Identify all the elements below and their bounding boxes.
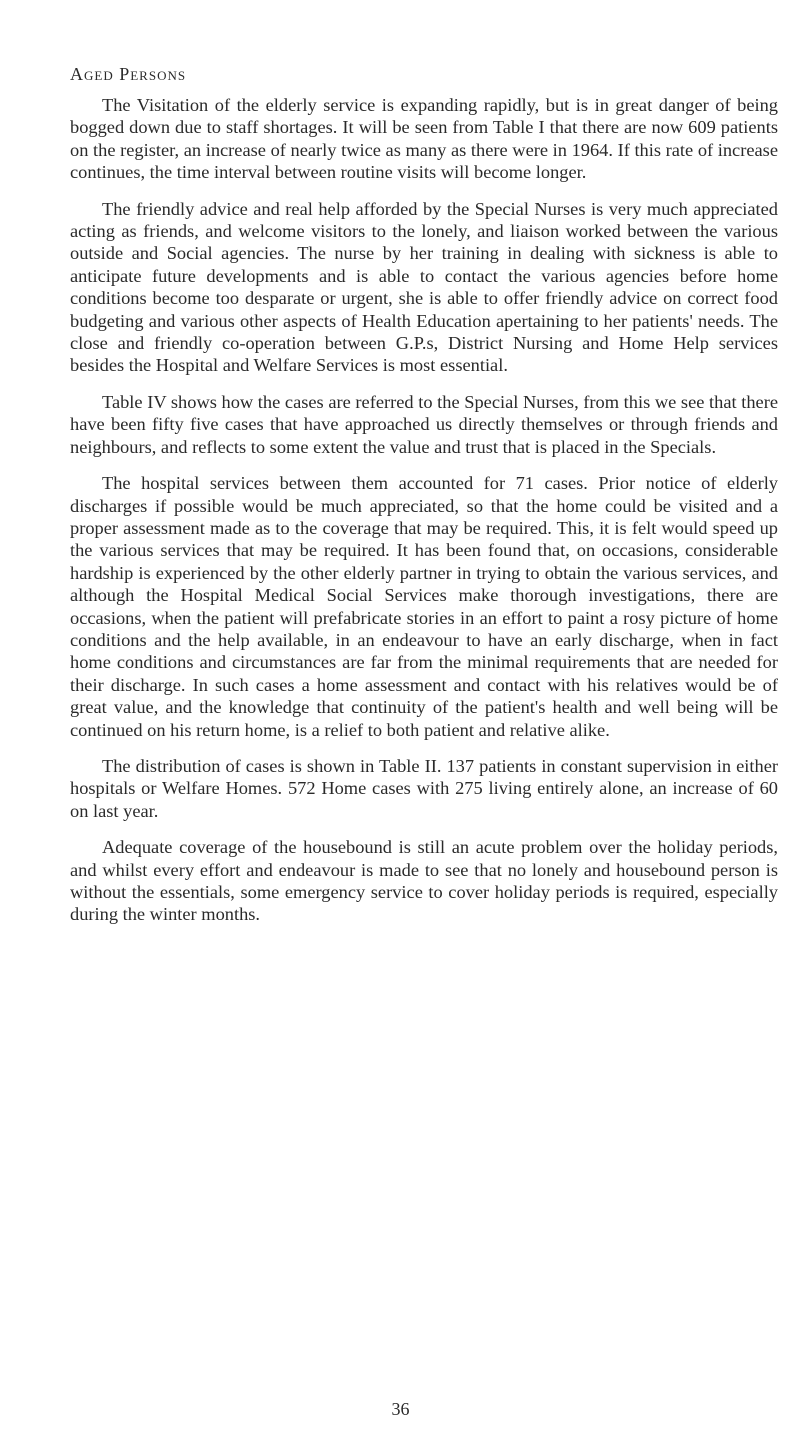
paragraph-housebound: Adequate coverage of the housebound is still an acute problem over the holiday periods, and whilst every effort and endeavour is made to see that no lonely and housebound person is without the essentials, some emergency service to cover holiday periods is required, especially during the winter months. [70,837,778,925]
page-number: 36 [391,1399,410,1419]
paragraph-hospital-services: The hospital services between them accounted for 71 cases. Prior notice of elderly discharges if possible would be much appreciated, so that the home could be visited and a proper assessment made as to the coverage that may be required. This, it is felt would speed up the various services that may be required. It has been found that, on occasions, considerable hardship is experienced by the other elderly partner in trying to obtain the various services, and although the Hospital Medical Social Services make thorough investigations, there are occasions, when the patient will prefabricate stories in an effort to paint a rosy picture of home conditions and the help available, in an endeavour to have an early discharge, when in fact home conditions and circumstances are far from the minimal requirements that are needed for their discharge. In such cases a home assessment and contact with his relatives would be of great value, and the knowledge that continuity of the patient's health and well being will be continued on his return home, is a relief to both patient and relative alike. [70,473,778,740]
document-page [70,62,778,940]
paragraph-table-iv: Table IV shows how the cases are referred to the Special Nurses, from this we see that there have been fifty five cases that have approached us directly themselves or through friends and neighbours, and reflects to some extent the value and trust that is placed in the Specials. [70,391,778,457]
paragraph-distribution: The distribution of cases is shown in Table II. 137 patients in constant supervision in either hospitals or Welfare Homes. 572 Home cases with 275 living entirely alone, an increase of 60 on last year. [70,755,778,821]
section-heading: Aged Persons [70,64,187,84]
paragraph-special-nurses: The friendly advice and real help afforded by the Special Nurses is very much appreciated acting as friends, and welcome visitors to the lonely, and liaison worked between the various outside and Social agencies. The nurse by her training in dealing with sickness is able to anticipate future developments and is able to contact the various agencies before home conditions become too desparate or urgent, she is able to offer friendly advice on correct food budgeting and various other aspects of Health Education apertaining to her patients' needs. The close and friendly co-operation between G.P.s, District Nursing and Home Help services besides the Hospital and Welfare Services is most essential. [70,198,778,376]
paragraph-visitation: The Visitation of the elderly service is expanding rapidly, but is in great danger of being bogged down due to staff shortages. It will be seen from Table I that there are now 609 patients on the register, an increase of nearly twice as many as there were in 1964. If this rate of increase continues, the time interval between routine visits will become longer. [70,95,778,183]
